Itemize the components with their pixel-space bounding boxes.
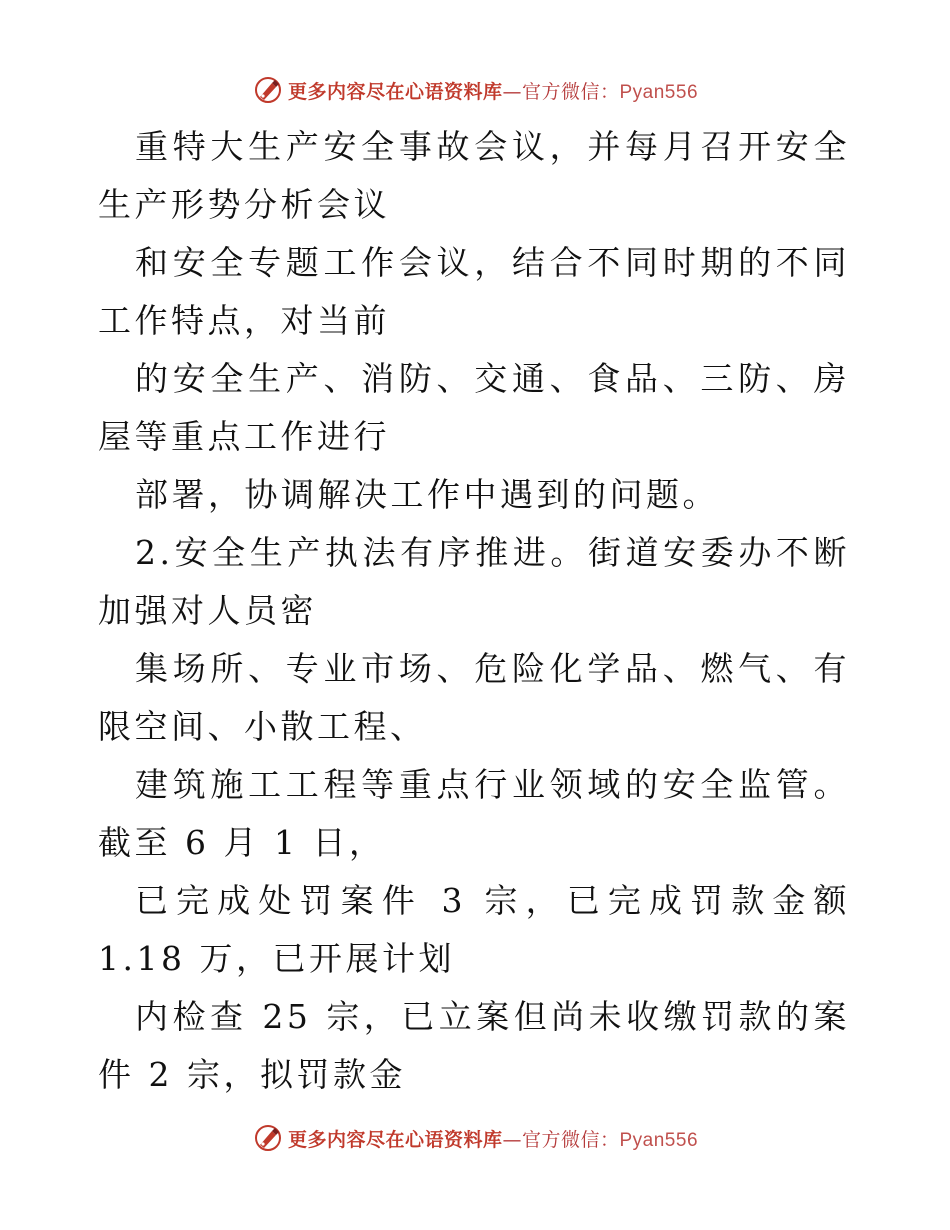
document-body [98,118,850,1104]
header-banner-text [288,77,698,104]
header-wechat-label: 官方微信： [521,80,620,103]
paragraph-9: 内检查 25 宗，已立案但尚未收缴罚款的案件 2 宗，拟罚款金 [98,997,850,1094]
header-separator: — [502,80,522,103]
paragraph-3: 的安全生产、消防、交通、食品、三防、房屋等重点工作进行 [98,359,850,456]
paragraph-2: 和安全专题工作会议，结合不同时期的不同工作特点，对当前 [98,243,850,340]
header-brand-text: 更多内容尽在心语资料库 [287,80,503,103]
footer-wechat-id: Pyan556 [619,1129,699,1151]
footer-wechat-label: 官方微信： [521,1128,620,1151]
footer-banner [0,1118,950,1158]
footer-brand-text: 更多内容尽在心语资料库 [287,1128,503,1151]
paragraph-6: 集场所、专业市场、危险化学品、燃气、有限空间、小散工程、 [98,649,850,746]
paragraph-1: 重特大生产安全事故会议，并每月召开安全生产形势分析会议 [98,127,850,224]
pen-nib-logo-icon [252,1122,284,1154]
footer-banner-text [288,1125,698,1152]
paragraph-5: 2.安全生产执法有序推进。街道安委办不断加强对人员密 [98,533,850,630]
pen-nib-logo-icon [252,74,284,106]
header-banner [0,70,950,110]
paragraph-4: 部署，协调解决工作中遇到的问题。 [135,475,719,514]
header-wechat-id: Pyan556 [619,81,699,103]
paragraph-8: 已完成处罚案件 3 宗，已完成罚款金额 1.18 万，已开展计划 [98,881,850,978]
paragraph-7: 建筑施工工程等重点行业领域的安全监管。截至 6 月 1 日， [98,765,850,862]
footer-separator: — [502,1128,522,1151]
